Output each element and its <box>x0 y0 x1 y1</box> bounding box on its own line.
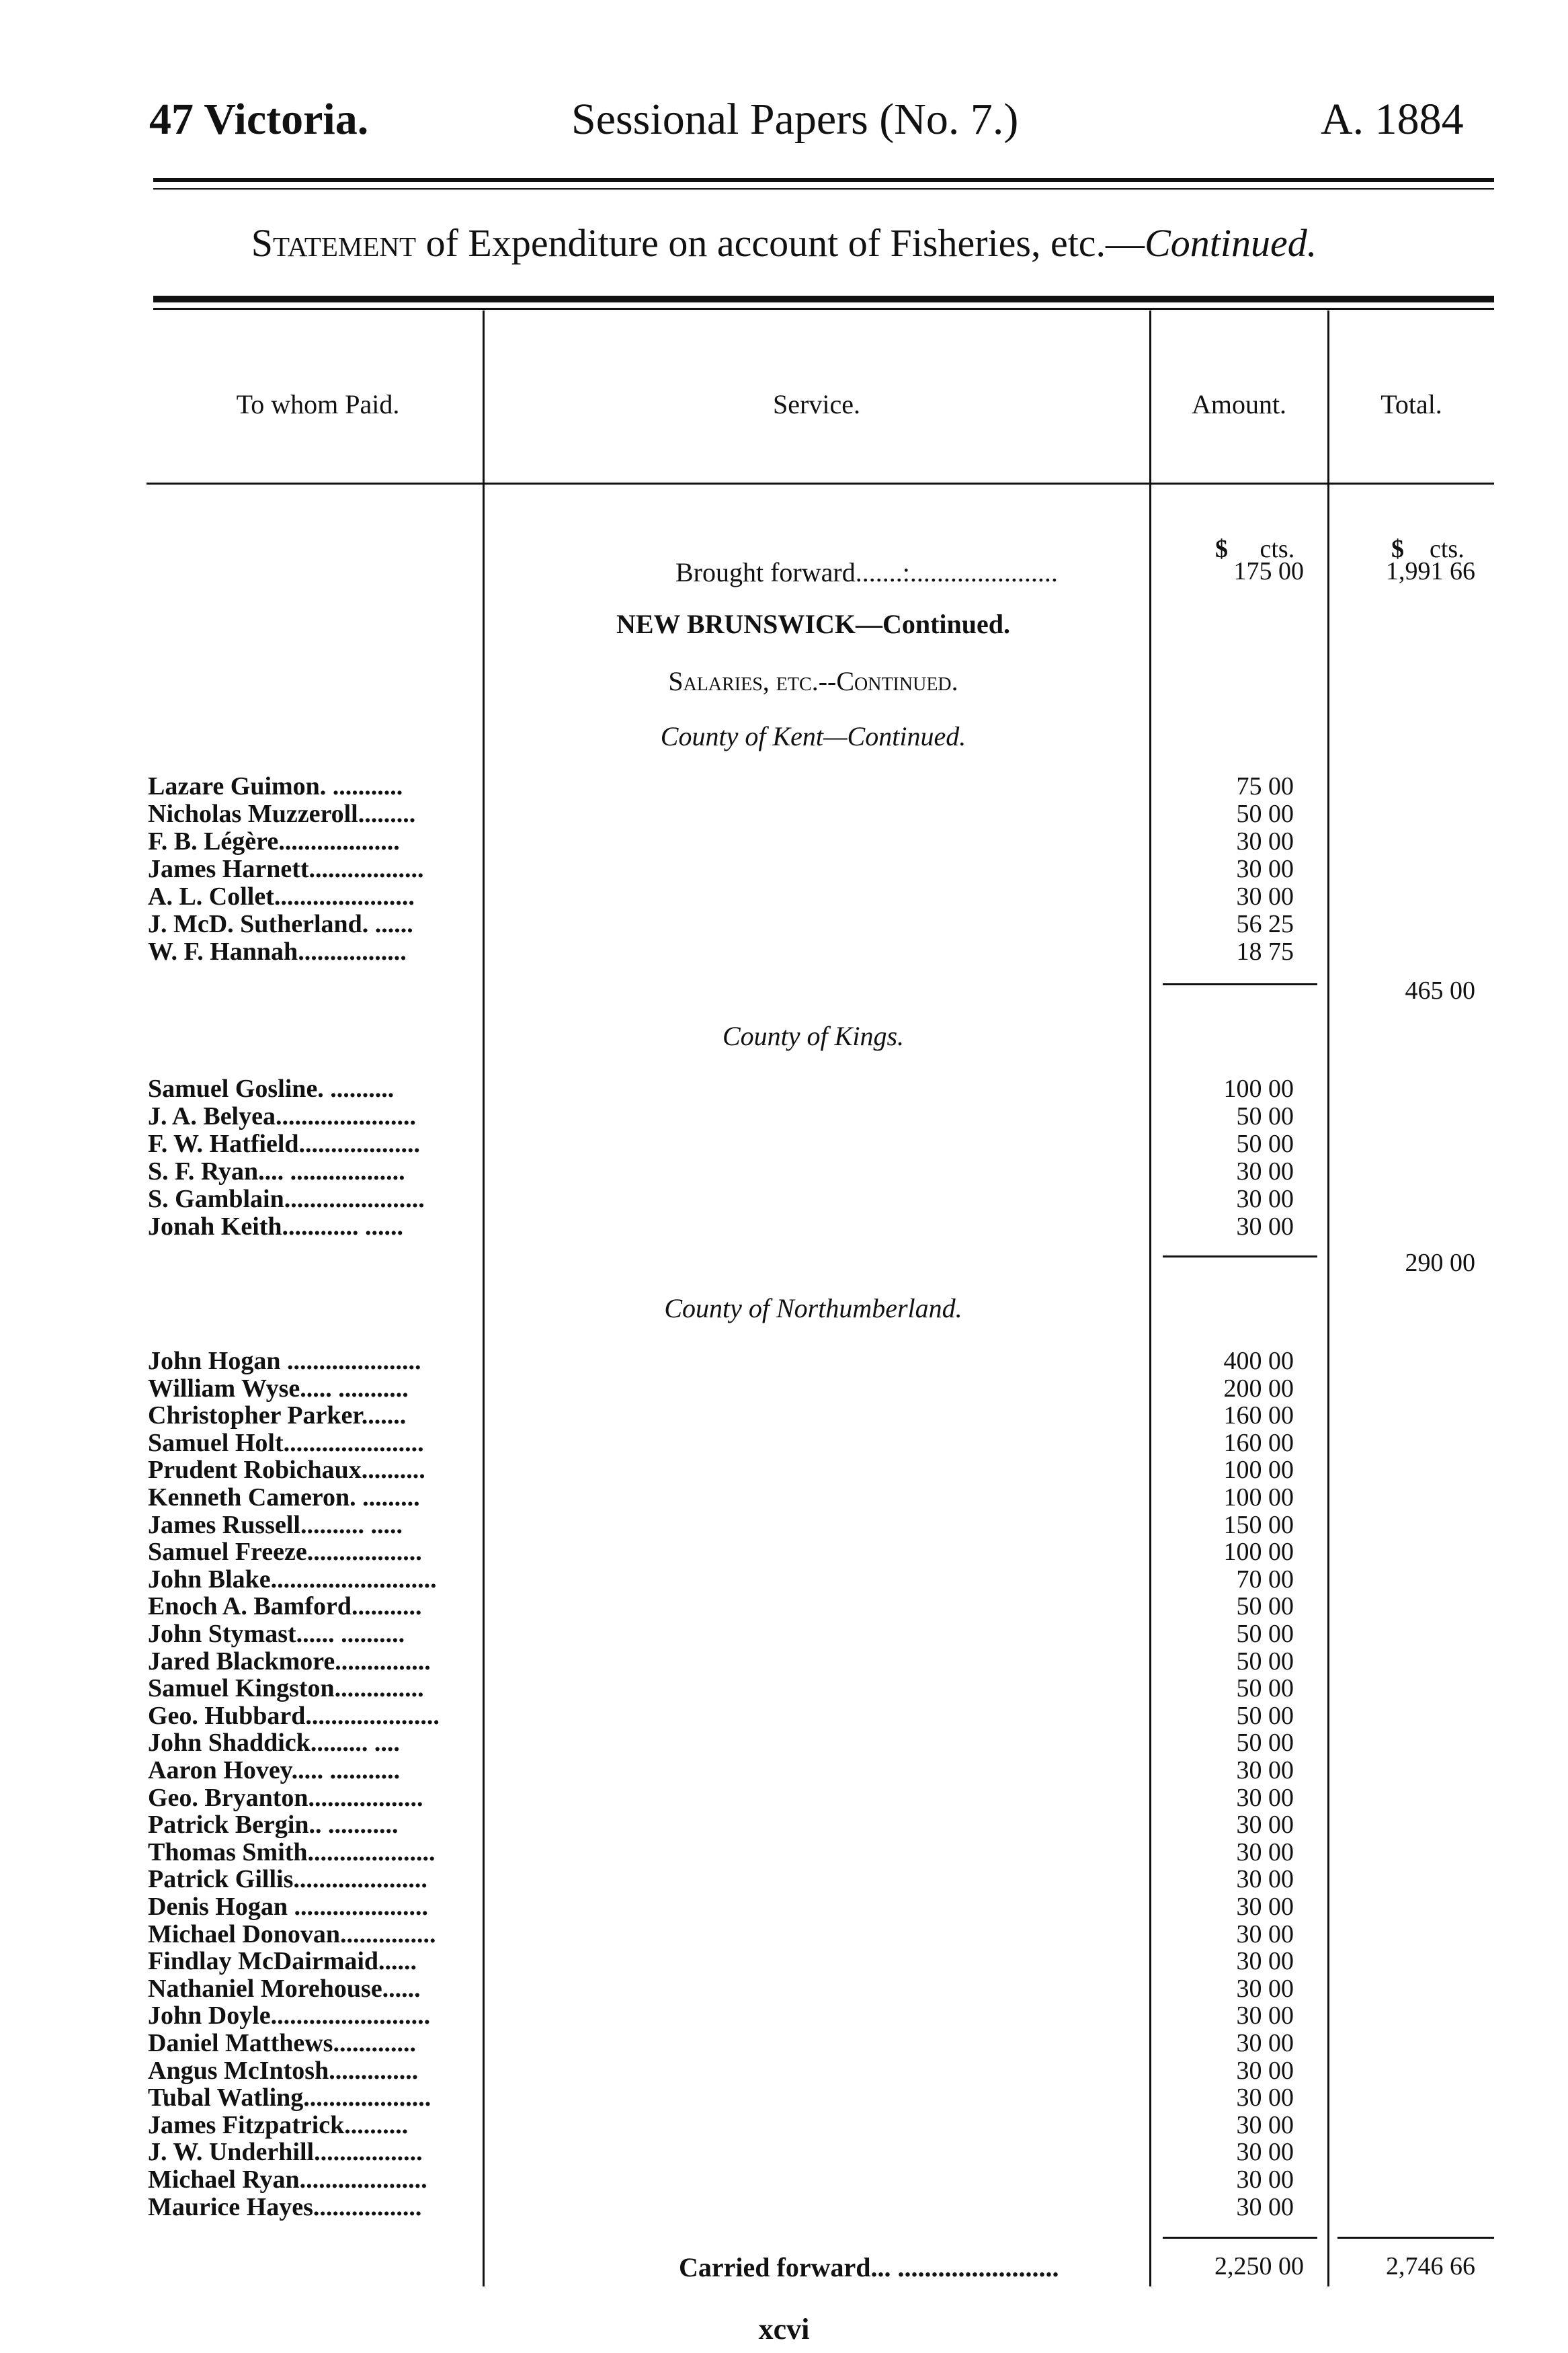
payee-name: Nathaniel Morehouse...... <box>148 1975 421 2002</box>
subsection-heading: Salaries, etc.--Continued. <box>668 666 958 696</box>
row-amount: 30 00 <box>1236 1947 1294 1976</box>
table-row <box>0 1921 1568 1948</box>
payee-name: Maurice Hayes................. <box>148 2193 422 2221</box>
payee-name: Prudent Robichaux.......... <box>148 1456 425 1484</box>
row-amount: 75 00 <box>1236 772 1294 800</box>
row-amount: 150 00 <box>1223 1510 1294 1539</box>
col-header-total: Total. <box>1380 389 1442 419</box>
table-row <box>0 1512 1568 1538</box>
table-row <box>0 1375 1568 1402</box>
payee-name: F. B. Légère................... <box>148 828 400 855</box>
table-row <box>0 1948 1568 1975</box>
payee-name: Kenneth Cameron. ......... <box>148 1484 420 1511</box>
row-amount: 100 00 <box>1223 1456 1294 1485</box>
table-row <box>0 2139 1568 2165</box>
payee-name: Geo. Hubbard..................... <box>148 1702 440 1729</box>
row-amount: 100 00 <box>1223 1538 1294 1567</box>
payee-name: Samuel Holt...................... <box>148 1429 424 1456</box>
row-amount: 30 00 <box>1236 2083 1294 2112</box>
table-row <box>0 2084 1568 2111</box>
payee-name: W. F. Hannah................. <box>148 938 407 965</box>
row-amount: 30 00 <box>1236 1865 1294 1894</box>
col-header-amount: Amount. <box>1191 389 1287 419</box>
table-row <box>0 1975 1568 2002</box>
row-amount: 160 00 <box>1223 1428 1294 1457</box>
carried-forward-amount: 2,250 00 <box>1214 2252 1304 2280</box>
payee-name: Tubal Watling.................... <box>148 2084 431 2112</box>
title-lead: Statement <box>251 221 417 265</box>
header-rule-thin <box>153 188 1494 190</box>
table-row <box>0 1430 1568 1456</box>
table-row <box>0 1538 1568 1565</box>
table-row <box>0 1348 1568 1374</box>
brought-forward-label: Brought forward.......:...................... <box>675 557 1058 587</box>
payee-name: James Fitzpatrick.......... <box>148 2111 409 2139</box>
row-amount: 18 75 <box>1236 938 1294 966</box>
table-row <box>0 1729 1568 1756</box>
payee-name: John Doyle......................... <box>148 2002 431 2030</box>
table-row <box>0 1593 1568 1620</box>
table-row <box>0 2166 1568 2193</box>
row-amount: 50 00 <box>1236 1130 1294 1158</box>
payee-name: Michael Ryan.................... <box>148 2166 427 2193</box>
northumberland-heading: County of Northumberland. <box>664 1293 962 1323</box>
table-row <box>0 911 1568 938</box>
header-right: A. 1884 <box>1321 95 1464 144</box>
payee-name: Samuel Freeze.................. <box>148 1538 422 1566</box>
row-amount: 50 00 <box>1236 1647 1294 1676</box>
row-amount: 30 00 <box>1236 1185 1294 1213</box>
row-amount: 56 25 <box>1236 910 1294 938</box>
payee-name: Findlay McDairmaid...... <box>148 1948 417 1975</box>
brought-forward-amount: 175 00 <box>1233 557 1304 585</box>
table-row <box>0 800 1568 827</box>
table-row <box>0 1702 1568 1729</box>
table-row <box>0 828 1568 855</box>
table-row <box>0 1075 1568 1102</box>
row-amount: 30 00 <box>1236 1838 1294 1866</box>
payee-name: Jared Blackmore............... <box>148 1647 431 1675</box>
row-amount: 30 00 <box>1236 1811 1294 1840</box>
table-row <box>0 2112 1568 2139</box>
row-amount: 30 00 <box>1236 2192 1294 2221</box>
payee-name: James Harnett.................. <box>148 856 424 882</box>
table-row <box>0 2057 1568 2084</box>
table-row <box>0 1893 1568 1920</box>
table-row <box>0 773 1568 800</box>
row-amount: 100 00 <box>1223 1483 1294 1512</box>
row-amount: 30 00 <box>1236 827 1294 856</box>
row-amount: 30 00 <box>1236 1919 1294 1948</box>
kings-subtotal-rule <box>1163 1255 1317 1257</box>
page-title <box>0 220 1568 265</box>
table-row <box>0 1456 1568 1483</box>
payee-name: S. Gamblain...................... <box>148 1186 425 1212</box>
carried-forward-total: 2,746 66 <box>1386 2252 1475 2280</box>
table-row <box>0 1402 1568 1429</box>
payee-name: Thomas Smith.................... <box>148 1838 436 1866</box>
payee-name: William Wyse..... ........... <box>148 1374 409 1402</box>
kings-heading: County of Kings. <box>722 1021 905 1051</box>
row-amount: 50 00 <box>1236 1620 1294 1648</box>
amount-dollar-sign: $ <box>1215 535 1228 563</box>
header-center: Sessional Papers (No. 7.) <box>571 95 1019 144</box>
row-amount: 50 00 <box>1236 1674 1294 1703</box>
row-amount: 160 00 <box>1223 1401 1294 1430</box>
payee-name: J. McD. Sutherland. ...... <box>148 911 413 938</box>
table-row <box>0 1484 1568 1511</box>
payee-name: S. F. Ryan.... .................. <box>148 1158 405 1185</box>
row-amount: 30 00 <box>1236 2056 1294 2085</box>
carried-forward-rule-total <box>1337 2237 1494 2239</box>
payee-name: Angus McIntosh.............. <box>148 2057 419 2084</box>
brought-forward-total: 1,991 66 <box>1386 557 1475 585</box>
title-rule-thick <box>153 296 1494 302</box>
table-row <box>0 1130 1568 1157</box>
kent-total: 465 00 <box>1405 977 1475 1005</box>
table-row <box>0 1866 1568 1893</box>
payee-name: Geo. Bryanton.................. <box>148 1784 423 1811</box>
payee-name: A. L. Collet...................... <box>148 883 415 910</box>
row-amount: 30 00 <box>1236 882 1294 911</box>
row-amount: 30 00 <box>1236 1756 1294 1784</box>
payee-name: F. W. Hatfield................... <box>148 1130 421 1157</box>
col-header-rule <box>147 483 1494 485</box>
table-row <box>0 1103 1568 1130</box>
table-row <box>0 1213 1568 1240</box>
payee-name: Enoch A. Bamford........... <box>148 1593 422 1620</box>
row-amount: 400 00 <box>1223 1347 1294 1375</box>
total-cents-label: cts. <box>1430 535 1464 563</box>
row-amount: 30 00 <box>1236 2029 1294 2057</box>
table-row <box>0 1620 1568 1647</box>
table-row <box>0 1839 1568 1866</box>
payee-name: Christopher Parker....... <box>148 1402 407 1430</box>
table-row <box>0 938 1568 965</box>
payee-name: J. W. Underhill................. <box>148 2139 423 2166</box>
page-number: xcvi <box>758 2313 810 2346</box>
table-row <box>0 1158 1568 1185</box>
payee-name: J. A. Belyea...................... <box>148 1103 416 1130</box>
payee-name: Samuel Gosline. .......... <box>148 1075 395 1102</box>
province-heading: NEW BRUNSWICK—Continued. <box>616 609 1011 639</box>
table-row <box>0 1784 1568 1811</box>
col-header-service: Service. <box>773 389 860 419</box>
row-amount: 50 00 <box>1236 1102 1294 1130</box>
table-row <box>0 1186 1568 1212</box>
payee-name: Patrick Bergin.. ........... <box>148 1811 399 1839</box>
row-amount: 100 00 <box>1223 1075 1294 1103</box>
payee-name: Jonah Keith............ ...... <box>148 1213 404 1240</box>
payee-name: Denis Hogan ..................... <box>148 1893 428 1920</box>
row-amount: 30 00 <box>1236 1157 1294 1186</box>
table-row <box>0 2194 1568 2221</box>
row-amount: 30 00 <box>1236 1212 1294 1241</box>
carried-forward-label: Carried forward... ........................ <box>679 2252 1059 2282</box>
carried-forward-rule-amount <box>1163 2237 1317 2239</box>
table-row <box>0 1811 1568 1838</box>
payee-name: John Shaddick......... .... <box>148 1729 400 1757</box>
row-amount: 50 00 <box>1236 1701 1294 1730</box>
kings-total: 290 00 <box>1405 1249 1475 1277</box>
table-row <box>0 883 1568 910</box>
row-amount: 30 00 <box>1236 855 1294 883</box>
title-rest: of Expenditure on account of Fisheries, etc.— <box>416 221 1145 265</box>
row-amount: 50 00 <box>1236 1729 1294 1758</box>
title-rule-thin <box>153 308 1494 310</box>
title-tail: Continued. <box>1145 221 1317 265</box>
table-row <box>0 856 1568 882</box>
payee-name: Nicholas Muzzeroll......... <box>148 800 416 827</box>
payee-name: John Blake.......................... <box>148 1565 437 1593</box>
header-left: 47 Victoria. <box>149 95 369 144</box>
table-row <box>0 2002 1568 2029</box>
table-row <box>0 1757 1568 1784</box>
row-amount: 30 00 <box>1236 2138 1294 2167</box>
row-amount: 30 00 <box>1236 1893 1294 1921</box>
table-row <box>0 1675 1568 1702</box>
row-amount: 30 00 <box>1236 2110 1294 2139</box>
row-amount: 30 00 <box>1236 2165 1294 2194</box>
row-amount: 30 00 <box>1236 2001 1294 2030</box>
payee-name: Aaron Hovey..... ........... <box>148 1757 401 1784</box>
row-amount: 50 00 <box>1236 1592 1294 1621</box>
payee-name: John Stymast...... .......... <box>148 1620 405 1647</box>
kent-subtotal-rule <box>1163 983 1317 985</box>
payee-name: Michael Donovan............... <box>148 1920 436 1948</box>
amount-cents-label: cts. <box>1260 535 1295 563</box>
payee-name: Daniel Matthews............. <box>148 2030 416 2057</box>
row-amount: 30 00 <box>1236 1783 1294 1812</box>
col-header-to-whom: To whom Paid. <box>236 389 400 419</box>
payee-name: Samuel Kingston.............. <box>148 1675 424 1702</box>
payee-name: James Russell.......... ..... <box>148 1511 403 1538</box>
table-row <box>0 1648 1568 1675</box>
row-amount: 30 00 <box>1236 1974 1294 2003</box>
table-row <box>0 1566 1568 1593</box>
payee-name: Lazare Guimon. ........... <box>148 773 403 800</box>
row-amount: 200 00 <box>1223 1374 1294 1403</box>
payee-name: Patrick Gillis..................... <box>148 1866 427 1893</box>
total-dollar-sign: $ <box>1391 535 1404 563</box>
kent-heading: County of Kent—Continued. <box>660 721 966 751</box>
payee-name: John Hogan ..................... <box>148 1348 421 1374</box>
row-amount: 50 00 <box>1236 800 1294 828</box>
table-row <box>0 2030 1568 2057</box>
row-amount: 70 00 <box>1236 1565 1294 1594</box>
header-rule-thick <box>153 178 1494 182</box>
